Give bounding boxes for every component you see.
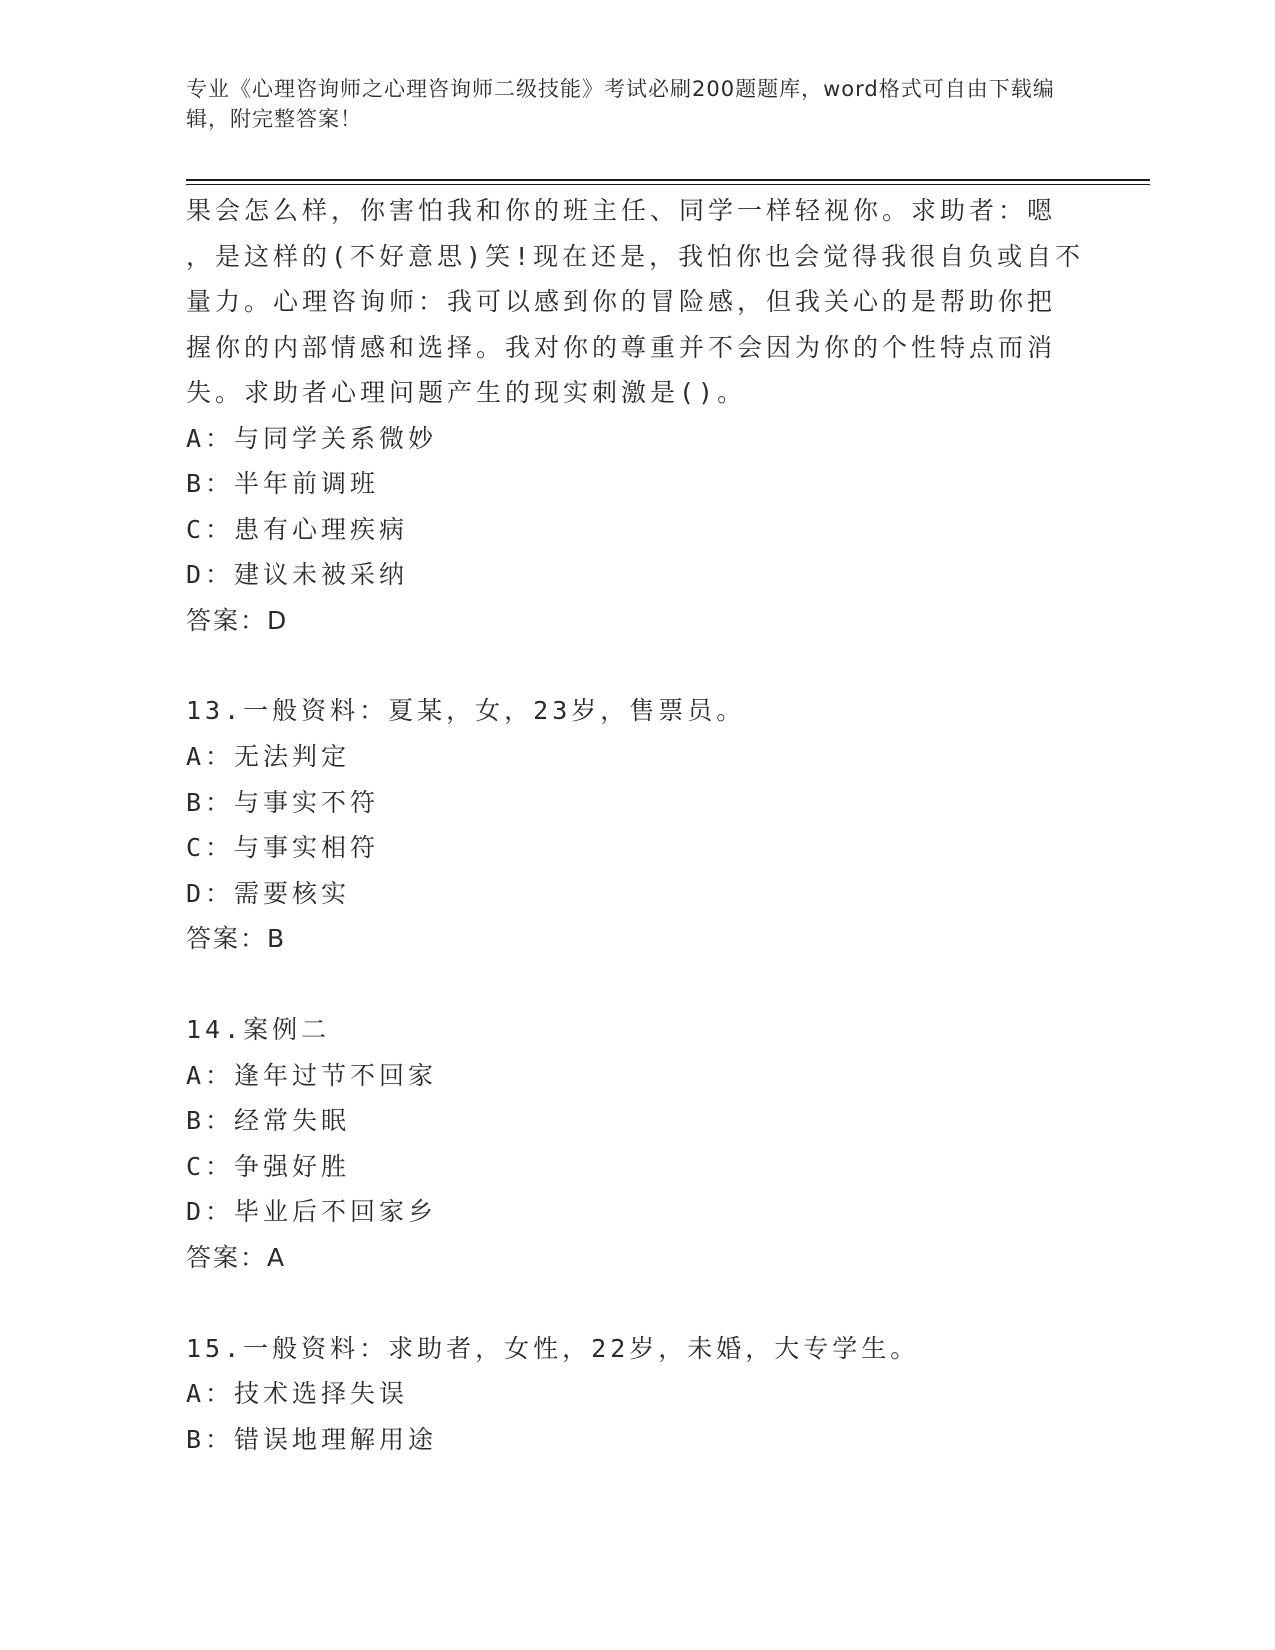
option-a: A：无法判定 <box>186 742 351 772</box>
option-d: D：需要核实 <box>186 878 351 908</box>
header-rule-thin <box>186 184 1150 185</box>
answer-value: D <box>267 605 289 635</box>
answer-label: 答案： <box>186 605 268 635</box>
answer-line <box>186 1235 1086 1281</box>
answer-value: B <box>267 924 287 954</box>
option-a: A：与同学关系微妙 <box>186 423 438 453</box>
option-a: A：逢年过节不回家 <box>186 1060 438 1090</box>
answer-label: 答案： <box>186 924 268 954</box>
question-stem-line: ，是这样的(不好意思)笑!现在还是，我怕你也会觉得我很自负或自不 <box>186 241 1085 271</box>
question-stem-line: 握你的内部情感和选择。我对你的尊重并不会因为你的个性特点而消 <box>186 332 1057 362</box>
option-c: C：患有心理疾病 <box>186 514 409 544</box>
option-b: B：错误地理解用途 <box>186 1424 438 1454</box>
question-15 <box>186 1326 1086 1463</box>
option-c: C：争强好胜 <box>186 1151 351 1181</box>
document-header <box>186 74 1086 134</box>
option-c: C：与事实相符 <box>186 833 380 863</box>
question-14 <box>186 1007 1086 1281</box>
option-d: D：毕业后不回家乡 <box>186 1197 438 1227</box>
option-a: A：技术选择失误 <box>186 1379 409 1409</box>
header-title: 专业《心理咨询师之心理咨询师二级技能》考试必刷200题题库，word格式可自由下载编辑，附完整答案！ <box>186 77 1055 131</box>
question-list <box>186 188 1086 1462</box>
option-b: B：半年前调班 <box>186 469 380 499</box>
answer-label: 答案： <box>186 1243 268 1272</box>
option-b: B：与事实不符 <box>186 787 380 817</box>
question-stem-line: 量力。心理咨询师：我可以感到你的冒险感，但我关心的是帮助你把 <box>186 287 1057 316</box>
option-d: D：建议未被采纳 <box>186 560 409 590</box>
answer-value: A <box>267 1243 287 1272</box>
question-stem-line: 果会怎么样，你害怕我和你的班主任、同学一样轻视你。求助者：嗯 <box>186 196 1057 225</box>
question-stem-line: 失。求助者心理问题产生的现实刺激是()。 <box>186 378 747 407</box>
question-stem: 13.一般资料：夏某，女，23岁，售票员。 <box>186 696 746 726</box>
question-stem: 15.一般资料：求助者，女性，22岁，未婚，大专学生。 <box>186 1333 920 1363</box>
answer-line <box>186 916 1086 962</box>
question-stem: 14.案例二 <box>186 1015 331 1045</box>
answer-line <box>186 598 1086 644</box>
header-rule-thick <box>186 179 1150 181</box>
question-12 <box>186 188 1086 643</box>
option-b: B：经常失眠 <box>186 1106 351 1136</box>
question-13 <box>186 688 1086 962</box>
